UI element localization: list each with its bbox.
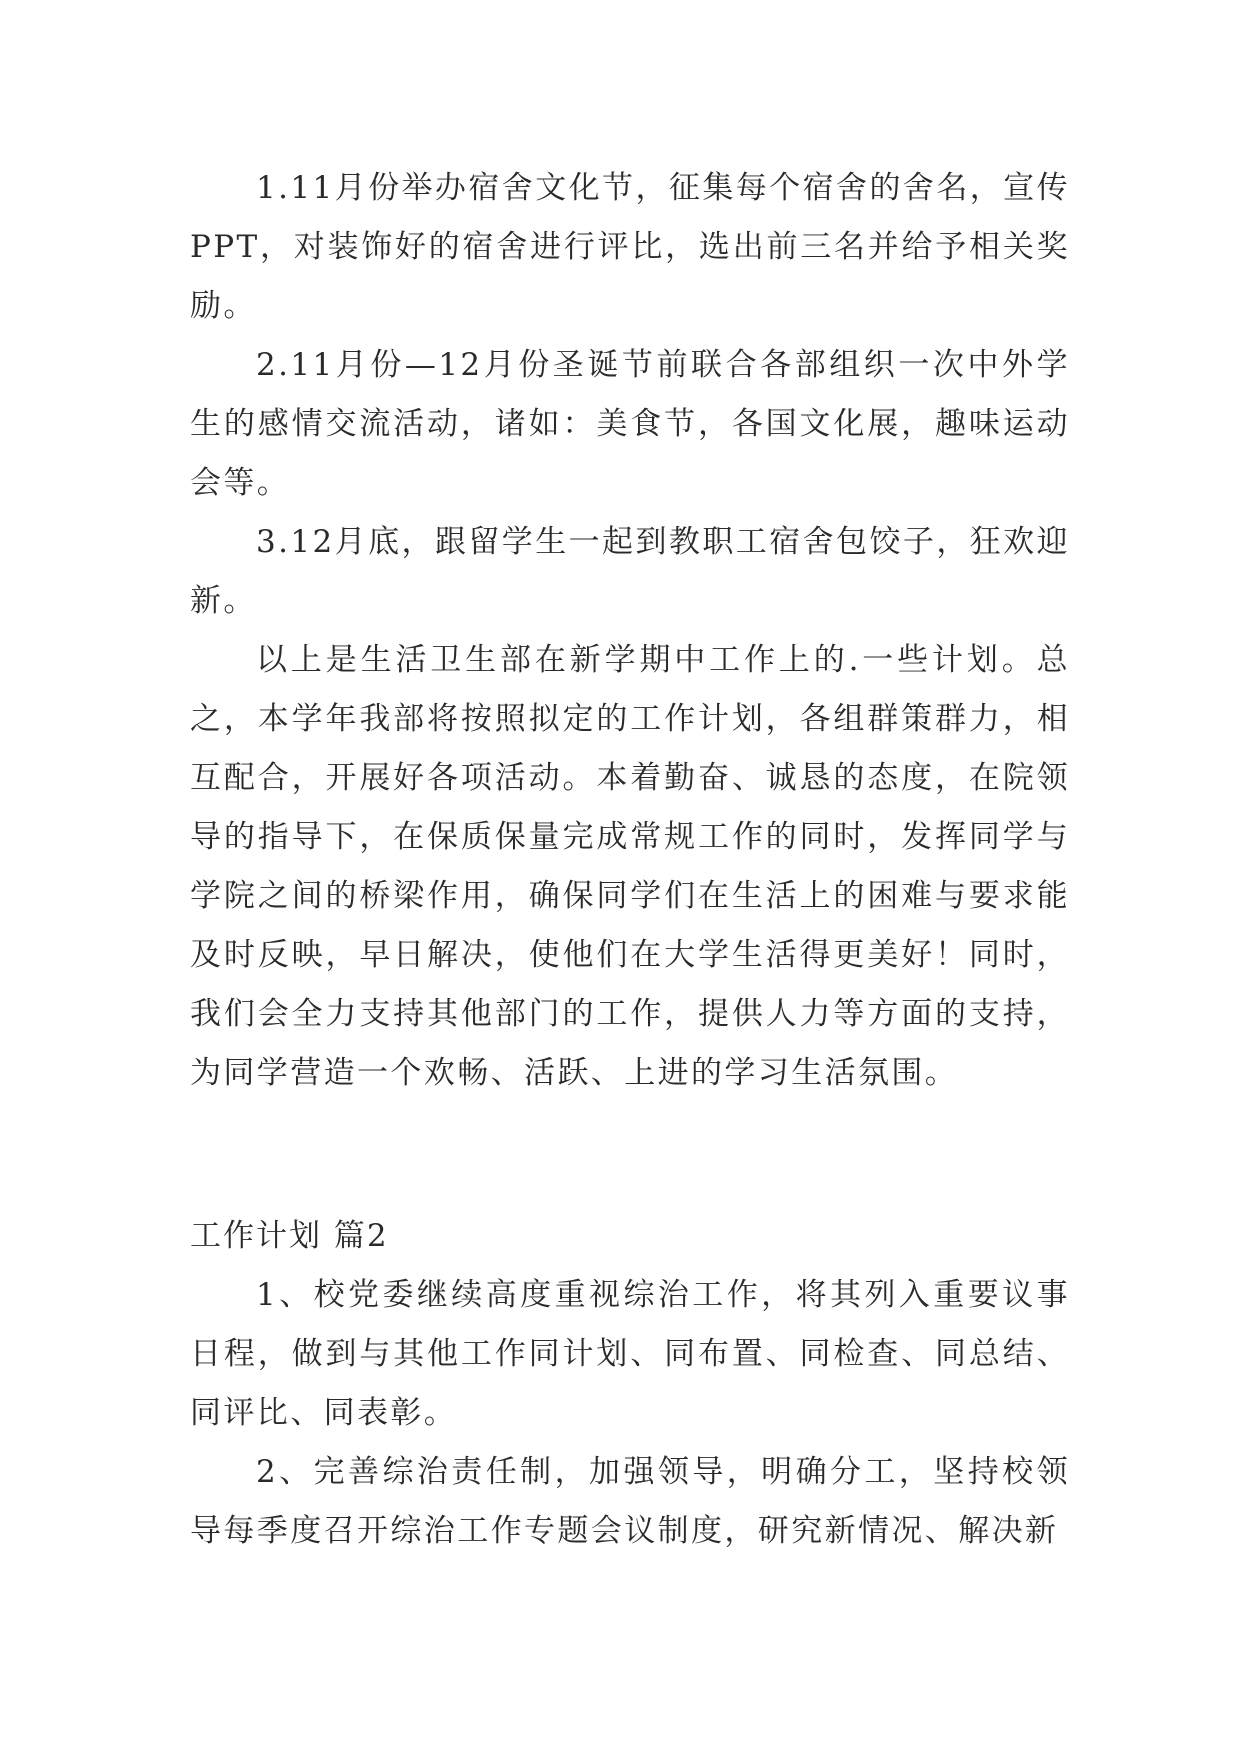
- paragraph-item-2: 2、完善综治责任制，加强领导，明确分工，坚持校领导每季度召开综治工作专题会议制度，研究新情况、解决新: [190, 1454, 1070, 1549]
- paragraph-item-1: 1.11月份举办宿舍文化节，征集每个宿舍的舍名，宣传PPT，对装饰好的宿舍进行评比，选出前三名并给予相关奖励。: [190, 170, 1070, 324]
- section-work-plan-part-2: [190, 1207, 1070, 1561]
- section-work-plan-part-1: [190, 159, 1070, 1103]
- paragraph-item-1: 1、校党委继续高度重视综治工作，将其列入重要议事日程，做到与其他工作同计划、同布置、同检查、同总结、同评比、同表彰。: [190, 1277, 1070, 1431]
- paragraph-item-2: 2.11月份—12月份圣诞节前联合各部组织一次中外学生的感情交流活动，诸如：美食节，各国文化展，趣味运动会等。: [190, 347, 1070, 501]
- section-heading: 工作计划 篇2: [190, 1218, 389, 1254]
- paragraph-item-3: 3.12月底，跟留学生一起到教职工宿舍包饺子，狂欢迎新。: [190, 524, 1070, 619]
- paragraph-summary: 以上是生活卫生部在新学期中工作上的.一些计划。总之，本学年我部将按照拟定的工作计划，各组群策群力，相互配合，开展好各项活动。本着勤奋、诚恳的态度，在院领导的指导下，在保质保量完成常规工作的同时，发挥同学与学院之间的桥梁作用，确保同学们在生活上的困难与要求能及时反映，早日解决，使他们在大学生活得更美好！同时，我们会全力支持其他部门的工作，提供人力等方面的支持，为同学营造一个欢畅、活跃、上进的学习生活氛围。: [190, 642, 1070, 1091]
